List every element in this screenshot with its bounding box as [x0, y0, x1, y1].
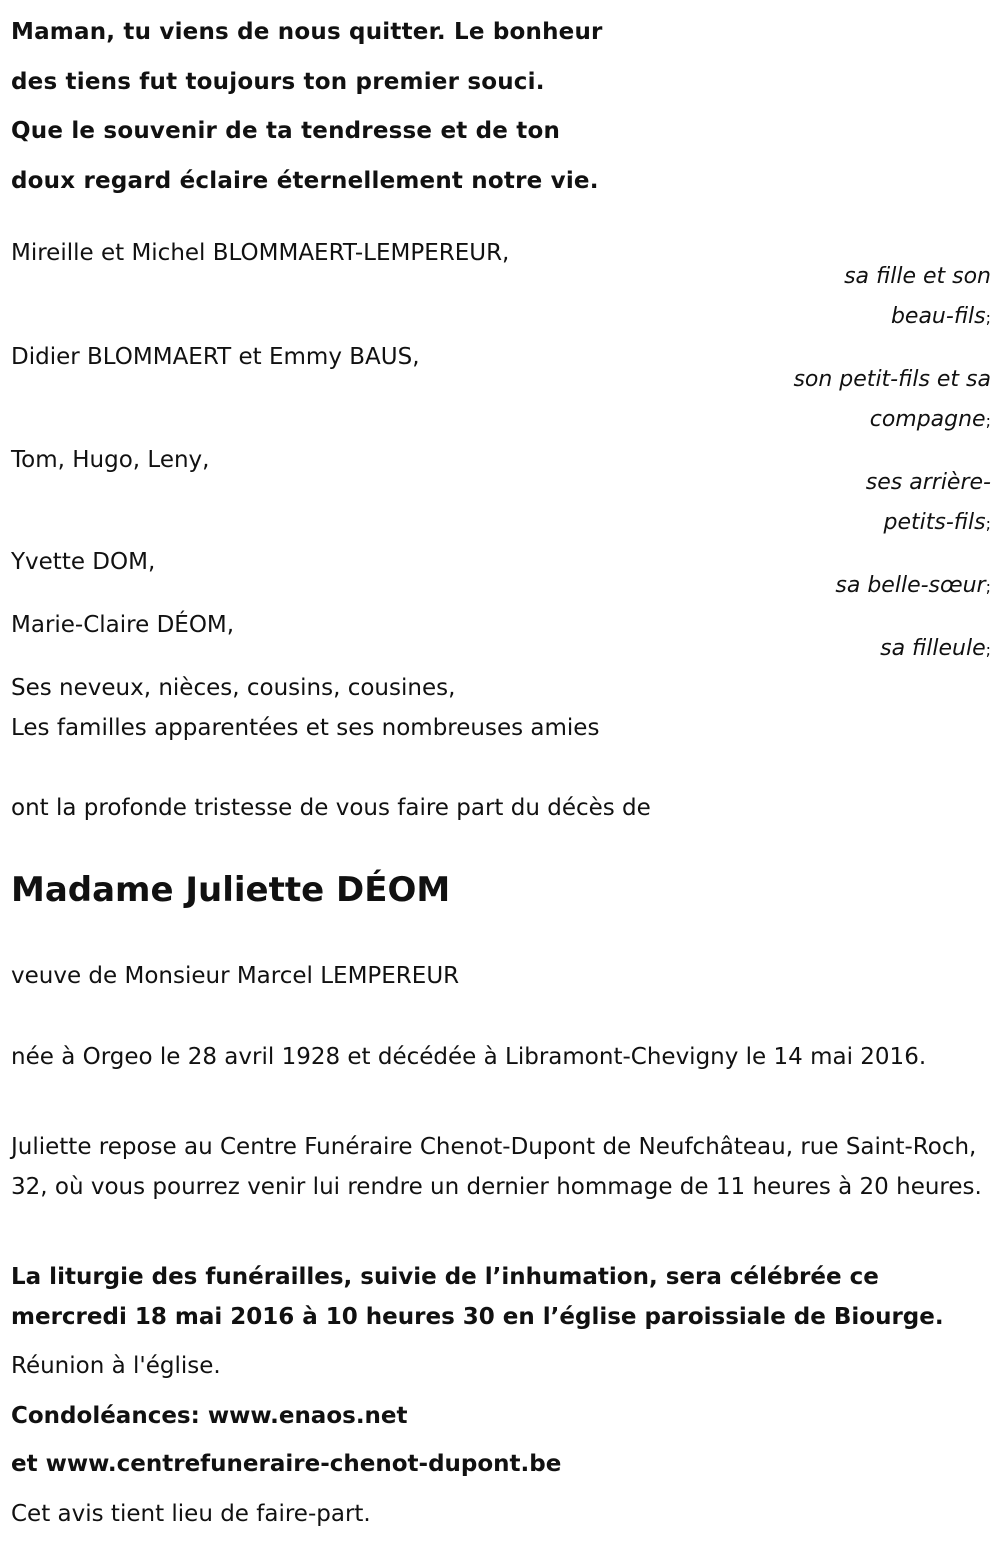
- condolences-link-chenot-dupont[interactable]: www.centrefuneraire-chenot-dupont.be: [45, 1451, 562, 1477]
- family-relation: sa belle-sœur;: [835, 573, 991, 598]
- relation-text: son petit-fils et sa: [793, 367, 991, 392]
- poem-line: Que le souvenir de ta tendresse et de ton: [11, 118, 561, 144]
- birth-death-dates: née à Orgeo le 28 avril 1928 et décédée à Libramont-Chevigny le 14 mai 2016.: [11, 1044, 927, 1070]
- poem-line: Maman, tu viens de nous quitter. Le bonheur: [11, 19, 603, 45]
- repose-info: Juliette repose au Centre Funéraire Chenot-Dupont de Neufchâteau, rue Saint-Roch, 32, où vous pourrez venir lui rendre un dernier hommage de 11 heures à 20 heures.: [11, 1134, 982, 1200]
- family-relation: sa fille et son beau-fils;: [844, 264, 991, 329]
- relation-text: compagne: [869, 407, 986, 432]
- extended-family-line: Les familles apparentées et ses nombreuses amies: [11, 715, 600, 741]
- relation-text: petits-fils: [883, 510, 986, 535]
- condolences-label: Condoléances:: [11, 1403, 208, 1429]
- condolences-link-enaos[interactable]: www.enaos.net: [207, 1403, 408, 1429]
- relation-text: ses arrière-: [865, 470, 991, 495]
- announcement-text: ont la profonde tristesse de vous faire part du décès de: [11, 795, 651, 821]
- condolences-line-2: [11, 1444, 561, 1484]
- relation-text: beau-fils: [890, 304, 986, 329]
- deceased-name: Madame Juliette DÉOM: [11, 870, 451, 910]
- family-relation: sa filleule;: [880, 636, 991, 661]
- meeting-info: Réunion à l'église.: [11, 1353, 221, 1379]
- family-names: Didier BLOMMAERT et Emmy BAUS,: [11, 344, 420, 370]
- family-names: Marie-Claire DÉOM,: [11, 612, 235, 638]
- relation-text: sa belle-sœur: [835, 573, 986, 598]
- extended-family-line: Ses neveux, nièces, cousins, cousines,: [11, 675, 456, 701]
- poem: [11, 8, 603, 206]
- poem-line: doux regard éclaire éternellement notre vie.: [11, 167, 599, 194]
- family-names: Yvette DOM,: [11, 549, 156, 575]
- poem-line: des tiens fut toujours ton premier souci.: [11, 68, 545, 95]
- condolences-line: [11, 1396, 408, 1436]
- family-relation: son petit-fils et sa compagne;: [793, 367, 991, 432]
- family-names: Tom, Hugo, Leny,: [11, 447, 210, 473]
- family-names: Mireille et Michel BLOMMAERT-LEMPEREUR,: [11, 240, 510, 266]
- closing-note: Cet avis tient lieu de faire-part.: [11, 1501, 371, 1527]
- widow-of: veuve de Monsieur Marcel LEMPEREUR: [11, 963, 460, 989]
- condolences-prefix: et: [11, 1451, 46, 1477]
- relation-text: sa filleule: [880, 636, 986, 661]
- relation-text: sa fille et son: [844, 264, 991, 289]
- funeral-info: La liturgie des funérailles, suivie de l’inhumation, sera célébrée ce mercredi 18 mai 2016 à 10 heures 30 en l’église paroissiale de Biourge.: [11, 1264, 944, 1330]
- family-relation: ses arrière- petits-fils;: [865, 470, 991, 535]
